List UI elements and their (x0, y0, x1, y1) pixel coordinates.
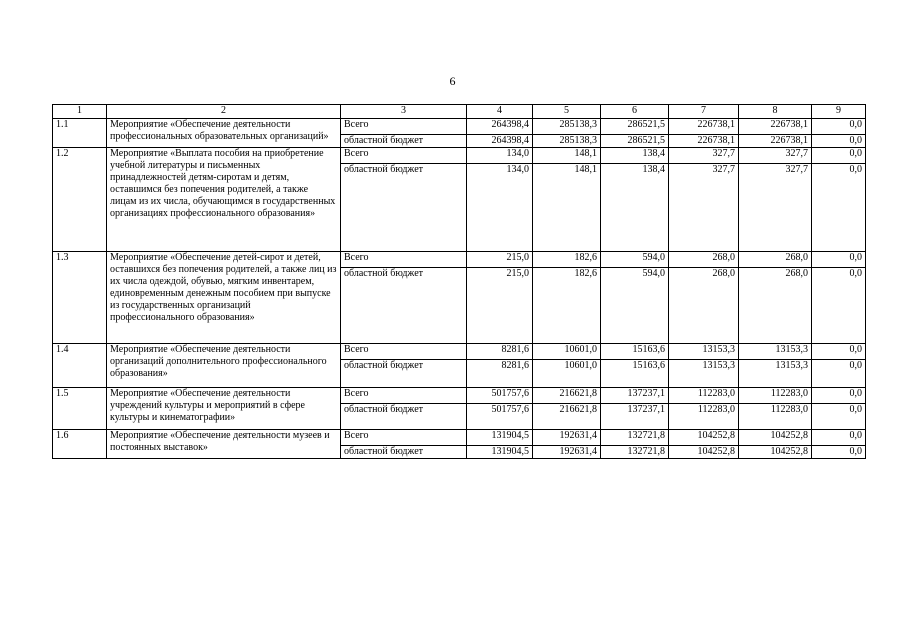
amount-cell: 137237,1 (601, 404, 669, 430)
amount-cell: 8281,6 (467, 360, 533, 388)
amount-cell: 216621,8 (533, 388, 601, 404)
table-row (53, 430, 866, 446)
item-code: 1.3 (53, 252, 107, 344)
amount-cell: 0,0 (812, 404, 866, 430)
amount-cell: 285138,3 (533, 119, 601, 135)
amount-cell: 0,0 (812, 164, 866, 252)
amount-cell: 285138,3 (533, 135, 601, 148)
amount-cell: 268,0 (739, 268, 812, 344)
funding-source: областной бюджет (341, 446, 467, 459)
column-header: 3 (341, 105, 467, 119)
amount-cell: 138,4 (601, 164, 669, 252)
funding-source: Всего (341, 252, 467, 268)
amount-cell: 182,6 (533, 252, 601, 268)
amount-cell: 0,0 (812, 430, 866, 446)
amount-cell: 131904,5 (467, 446, 533, 459)
amount-cell: 594,0 (601, 268, 669, 344)
header-row (53, 105, 866, 119)
amount-cell: 192631,4 (533, 446, 601, 459)
column-header: 5 (533, 105, 601, 119)
amount-cell: 13153,3 (739, 360, 812, 388)
amount-cell: 327,7 (669, 148, 739, 164)
table-row (53, 119, 866, 135)
amount-cell: 192631,4 (533, 430, 601, 446)
amount-cell: 15163,6 (601, 344, 669, 360)
amount-cell: 112283,0 (739, 404, 812, 430)
amount-cell: 182,6 (533, 268, 601, 344)
amount-cell: 594,0 (601, 252, 669, 268)
funding-source: Всего (341, 388, 467, 404)
column-header: 2 (107, 105, 341, 119)
amount-cell: 13153,3 (669, 360, 739, 388)
amount-cell: 132721,8 (601, 446, 669, 459)
amount-cell: 104252,8 (669, 430, 739, 446)
amount-cell: 216621,8 (533, 404, 601, 430)
amount-cell: 0,0 (812, 446, 866, 459)
item-name: Мероприятие «Выплата пособия на приобретение учебной литературы и письменных принадлежностей детям-сиротам и детям, оставшимся без попечения родителей, а также лицам из их числа, обучающимся в государственных организациях профессионального образования» (107, 148, 341, 252)
amount-cell: 10601,0 (533, 360, 601, 388)
amount-cell: 104252,8 (739, 446, 812, 459)
amount-cell: 327,7 (739, 164, 812, 252)
amount-cell: 215,0 (467, 268, 533, 344)
amount-cell: 215,0 (467, 252, 533, 268)
amount-cell: 0,0 (812, 119, 866, 135)
page-number: 6 (449, 74, 456, 88)
amount-cell: 226738,1 (739, 119, 812, 135)
amount-cell: 134,0 (467, 164, 533, 252)
amount-cell: 104252,8 (739, 430, 812, 446)
budget-table (52, 104, 866, 459)
item-name: Мероприятие «Обеспечение деятельности музеев и постоянных выставок» (107, 430, 341, 459)
amount-cell: 13153,3 (669, 344, 739, 360)
amount-cell: 132721,8 (601, 430, 669, 446)
amount-cell: 148,1 (533, 148, 601, 164)
amount-cell: 138,4 (601, 148, 669, 164)
amount-cell: 0,0 (812, 344, 866, 360)
amount-cell: 501757,6 (467, 388, 533, 404)
funding-source: Всего (341, 119, 467, 135)
table-row (53, 148, 866, 164)
amount-cell: 131904,5 (467, 430, 533, 446)
item-code: 1.1 (53, 119, 107, 148)
column-header: 9 (812, 105, 866, 119)
funding-source: Всего (341, 344, 467, 360)
item-code: 1.5 (53, 388, 107, 430)
item-name: Мероприятие «Обеспечение деятельности профессиональных образовательных организаций» (107, 119, 341, 148)
funding-source: областной бюджет (341, 360, 467, 388)
funding-source: Всего (341, 430, 467, 446)
amount-cell: 327,7 (669, 164, 739, 252)
funding-source: Всего (341, 148, 467, 164)
item-code: 1.4 (53, 344, 107, 388)
table-row (53, 252, 866, 268)
item-code: 1.2 (53, 148, 107, 252)
column-header: 6 (601, 105, 669, 119)
amount-cell: 137237,1 (601, 388, 669, 404)
amount-cell: 286521,5 (601, 119, 669, 135)
item-name: Мероприятие «Обеспечение деятельности организаций дополнительного профессионального образования» (107, 344, 341, 388)
amount-cell: 15163,6 (601, 360, 669, 388)
amount-cell: 0,0 (812, 252, 866, 268)
amount-cell: 134,0 (467, 148, 533, 164)
amount-cell: 226738,1 (669, 119, 739, 135)
amount-cell: 226738,1 (669, 135, 739, 148)
amount-cell: 10601,0 (533, 344, 601, 360)
item-name: Мероприятие «Обеспечение деятельности учреждений культуры и мероприятий в сфере культуры и кинематографии» (107, 388, 341, 430)
column-header: 7 (669, 105, 739, 119)
amount-cell: 226738,1 (739, 135, 812, 148)
amount-cell: 268,0 (669, 252, 739, 268)
table-row (53, 344, 866, 360)
column-header: 8 (739, 105, 812, 119)
column-header: 4 (467, 105, 533, 119)
amount-cell: 112283,0 (669, 404, 739, 430)
amount-cell: 0,0 (812, 135, 866, 148)
item-name: Мероприятие «Обеспечение детей-сирот и детей, оставшихся без попечения родителей, а также лиц из их числа одеждой, обувью, мягким инвентарем, единовременным денежным пособием при выпуске из государственных организаций профессионального образования» (107, 252, 341, 344)
amount-cell: 0,0 (812, 268, 866, 344)
amount-cell: 8281,6 (467, 344, 533, 360)
amount-cell: 112283,0 (739, 388, 812, 404)
amount-cell: 268,0 (669, 268, 739, 344)
item-code: 1.6 (53, 430, 107, 459)
amount-cell: 327,7 (739, 148, 812, 164)
amount-cell: 0,0 (812, 148, 866, 164)
amount-cell: 0,0 (812, 360, 866, 388)
table-row (53, 388, 866, 404)
funding-source: областной бюджет (341, 164, 467, 252)
amount-cell: 264398,4 (467, 135, 533, 148)
funding-source: областной бюджет (341, 135, 467, 148)
amount-cell: 148,1 (533, 164, 601, 252)
amount-cell: 501757,6 (467, 404, 533, 430)
amount-cell: 112283,0 (669, 388, 739, 404)
amount-cell: 0,0 (812, 388, 866, 404)
funding-source: областной бюджет (341, 404, 467, 430)
amount-cell: 268,0 (739, 252, 812, 268)
amount-cell: 13153,3 (739, 344, 812, 360)
funding-source: областной бюджет (341, 268, 467, 344)
amount-cell: 286521,5 (601, 135, 669, 148)
amount-cell: 264398,4 (467, 119, 533, 135)
column-header: 1 (53, 105, 107, 119)
amount-cell: 104252,8 (669, 446, 739, 459)
